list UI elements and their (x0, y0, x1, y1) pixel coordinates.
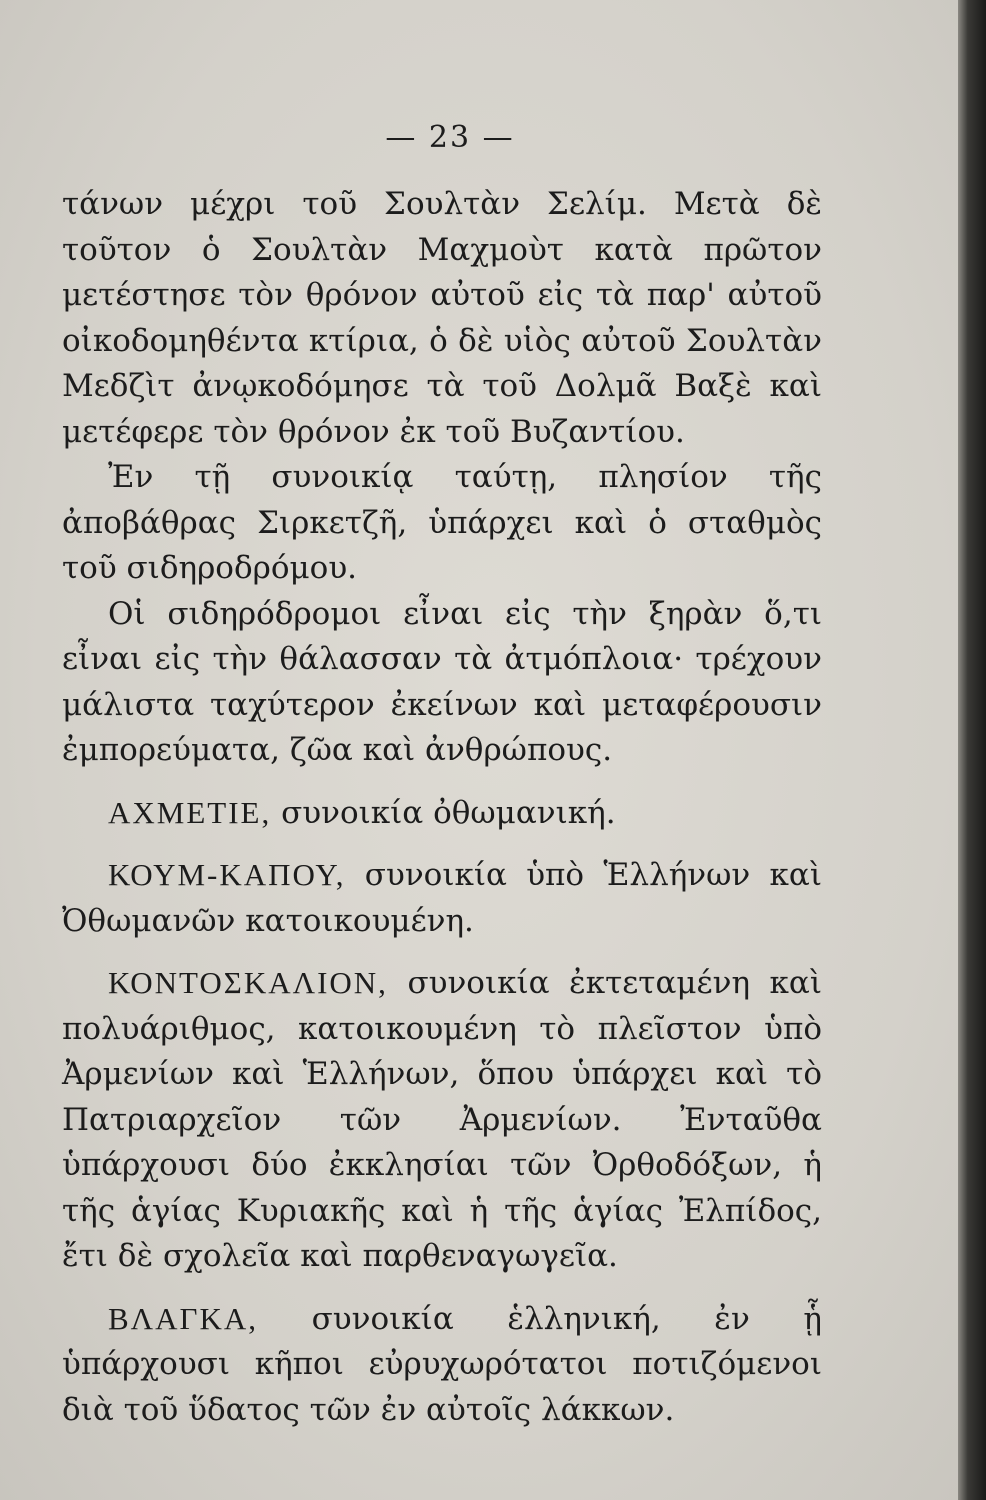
entry-name: ΚΟΥΜ-ΚΑΠΟΥ, (108, 857, 346, 892)
entry-name: ΑΧΜΕΤΙΕ, (108, 794, 272, 830)
page-edge-shadow (958, 0, 986, 1500)
entry-koum-kapou (62, 852, 822, 944)
paragraph-railways: Οἱ σιδηρόδρομοι εἶναι εἰς τὴν ξηρὰν ὅ,τι εἶναι εἰς τὴν θάλασσαν τὰ ἀτμόπλοια· τρέχουν μάλιστα ταχύτερον ἐκείνων καὶ μεταφέρουσιν ἐμπορεύματα, ζῶα καὶ ἀνθρώπους. (62, 595, 822, 768)
entry-name: ΒΛΑΓΚΑ, (108, 1300, 258, 1336)
page-number: — 23 — (385, 120, 515, 155)
entry-achmetie (62, 790, 822, 837)
entry-text: συνοικία ὀθωμανική. (271, 794, 616, 831)
entry-text: συνοικία ἐκτεταμένη καὶ πολυάριθμος, κατοικουμένη τὸ πλεῖστον ὑπὸ Ἀρμενίων καὶ Ἑλλήνων, ὅπου ὑπάρχει καὶ τὸ Πατριαρχεῖον τῶν Ἀρμενίων. Ἐνταῦθα ὑπάρχουσι δύο ἐκκλησίαι τῶν Ὀρθοδόξων, ἡ τῆς ἁγίας Κυριακῆς καὶ ἡ τῆς ἁγίας Ἐλπίδος, ἔτι δὲ σχολεῖα καὶ παρθεναγωγεῖα. (62, 965, 822, 1274)
entry-kontoskalion (62, 960, 822, 1280)
page-text (62, 182, 822, 1433)
entry-name: ΚΟΝΤΟΣΚΑΛΙΟΝ, (108, 965, 388, 1000)
entry-text: συνοικία ὑπὸ Ἑλλήνων καὶ Ὀθωμανῶν κατοικουμένη. (62, 857, 822, 939)
paragraph-continuation: τάνων μέχρι τοῦ Σουλτὰν Σελίμ. Μετὰ δὲ τοῦτον ὁ Σουλτὰν Μαχμοὺτ κατὰ πρῶτον μετέστησε τὸν θρόνον αὐτοῦ εἰς τὰ παρ' αὐτοῦ οἰκοδομηθέντα κτίρια, ὁ δὲ υἱὸς αὐτοῦ Σουλτὰν Μεδζὶτ ἀνῳκοδόμησε τὰ τοῦ Δολμᾶ Βαξὲ καὶ μετέφερε τὸν θρόνον ἐκ τοῦ Βυζαντίου. (62, 186, 822, 450)
entry-text: συνοικία ἑλληνική, ἐν ᾗ ὑπάρχουσι κῆποι εὐρυχωρότατοι ποτιζόμενοι διὰ τοῦ ὕδατος τῶν ἐν αὐτοῖς λάκκων. (62, 1300, 822, 1428)
entry-vlangka (62, 1296, 822, 1434)
paragraph-station: Ἐν τῇ συνοικίᾳ ταύτῃ, πλησίον τῆς ἀποβάθρας Σιρκετζῆ, ὑπάρχει καὶ ὁ σταθμὸς τοῦ σιδηροδρόμου. (62, 459, 822, 586)
